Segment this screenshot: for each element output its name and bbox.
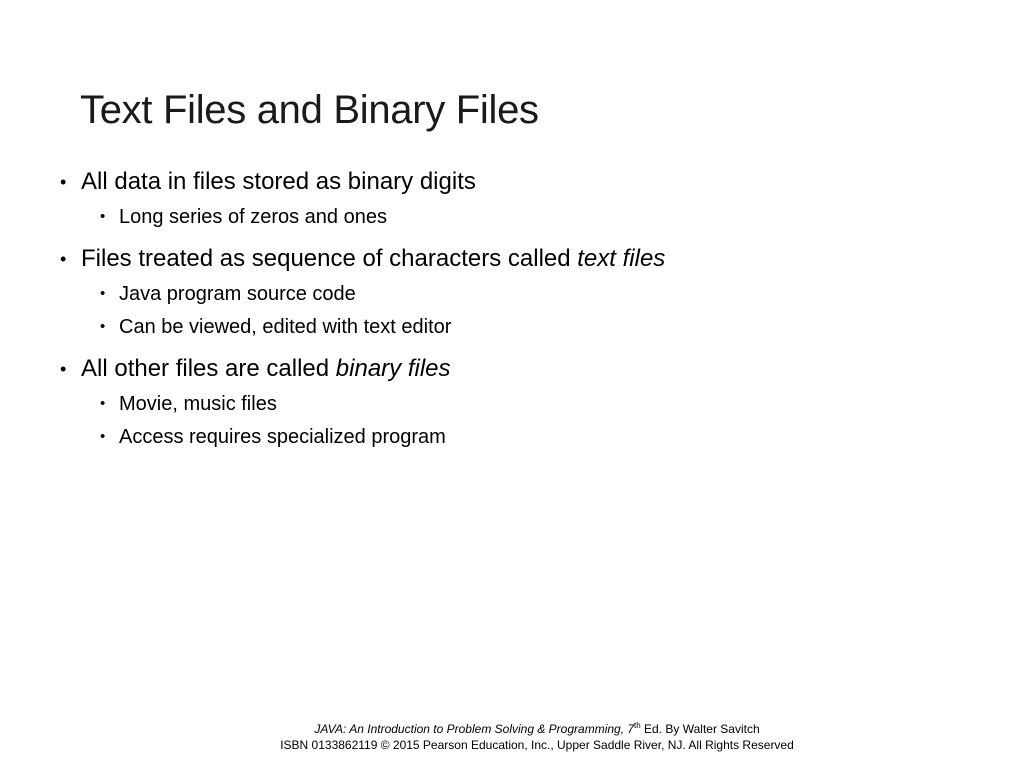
bullet-text: Files treated as sequence of characters called	[81, 245, 578, 272]
bullet-icon: •	[100, 428, 106, 445]
bullet-icon: •	[100, 285, 106, 302]
bullet-emphasis: binary files	[335, 355, 451, 382]
sub-bullet-item	[60, 313, 960, 341]
sub-bullet-item	[60, 423, 960, 451]
bullet-icon: •	[100, 395, 106, 412]
bullet-icon: •	[60, 249, 67, 269]
bullet-icon: •	[100, 318, 106, 335]
sub-bullet-item	[60, 203, 960, 231]
bullet-list	[60, 166, 960, 451]
slide-title: Text Files and Binary Files	[80, 88, 539, 132]
footer-edition-sup: th	[634, 721, 641, 730]
footer-book-line	[0, 721, 1024, 737]
footer-edition-rest: Ed. By Walter Savitch	[640, 722, 760, 736]
slide-footer	[0, 721, 1024, 753]
bullet-item	[60, 243, 960, 275]
bullet-icon: •	[100, 208, 106, 225]
sub-bullet-text: Movie, music files	[119, 393, 277, 415]
bullet-text: All other files are called	[81, 355, 336, 382]
sub-bullet-text: Access requires specialized program	[119, 426, 446, 448]
sub-bullet-item	[60, 390, 960, 418]
bullet-emphasis: text files	[577, 245, 666, 272]
footer-copyright: ISBN 0133862119 © 2015 Pearson Education, Inc., Upper Saddle River, NJ. All Rights Reserved	[280, 738, 794, 752]
bullet-icon: •	[60, 359, 67, 379]
bullet-icon: •	[60, 172, 67, 192]
sub-bullet-text: Long series of zeros and ones	[119, 206, 387, 228]
bullet-text: All data in files stored as binary digits	[81, 168, 476, 195]
sub-bullet-item	[60, 280, 960, 308]
sub-bullet-text: Java program source code	[119, 283, 356, 305]
sub-bullet-text: Can be viewed, edited with text editor	[119, 316, 452, 338]
bullet-item	[60, 353, 960, 385]
footer-book-title: JAVA: An Introduction to Problem Solving & Programming, 7	[314, 722, 635, 736]
bullet-item	[60, 166, 960, 198]
